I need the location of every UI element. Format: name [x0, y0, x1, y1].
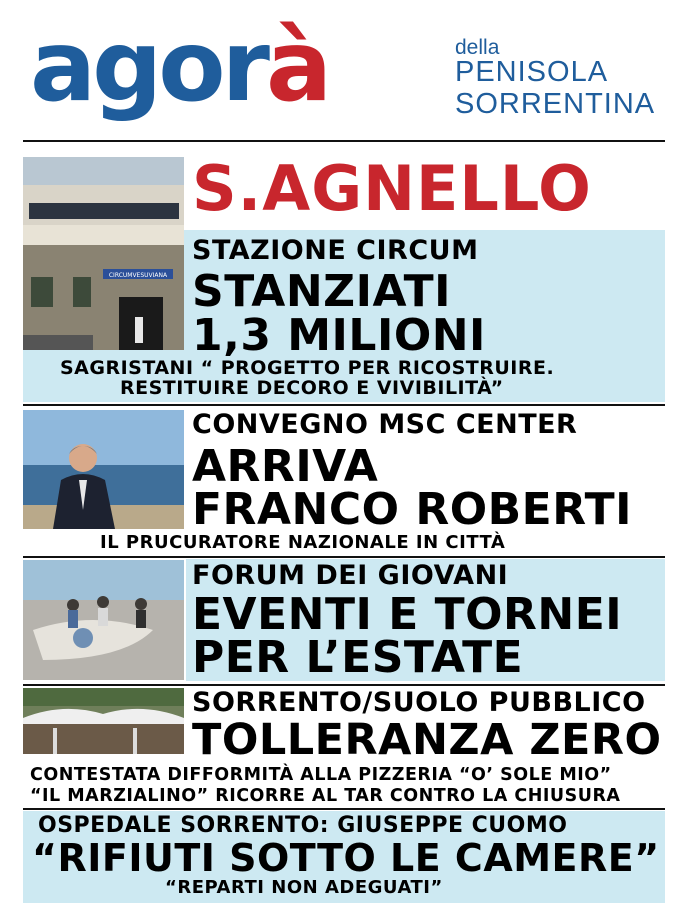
divider — [23, 140, 665, 142]
forum-illustration — [23, 560, 184, 680]
story3-kicker: FORUM DEI GIOVANI — [192, 560, 509, 591]
lead-headline-1: STANZIATI — [192, 266, 451, 317]
divider — [23, 556, 665, 558]
story5-headline: “RIFIUTI SOTTO LE CAMERE” — [32, 836, 660, 880]
story5-sub: “REPARTI NON ADEGUATI” — [165, 877, 443, 898]
station-illustration — [23, 157, 184, 350]
story3-headline-1: EVENTI E TORNEI — [192, 589, 623, 640]
story3-headline-2: PER L’ESTATE — [192, 632, 524, 683]
station-sign: CIRCUMVESUVIANA — [108, 272, 168, 279]
pizzeria-photo — [23, 688, 184, 754]
station-photo — [23, 157, 184, 350]
story2-headline-1: ARRIVA — [192, 441, 379, 492]
logo-main: agor — [30, 10, 266, 124]
divider — [23, 808, 665, 810]
tagline-della: della — [455, 36, 500, 59]
story4-kicker: SORRENTO/SUOLO PUBBLICO — [192, 687, 646, 718]
story2-sub: IL PRUCURATORE NAZIONALE IN CITTÀ — [100, 532, 506, 553]
lead-sub-1: SAGRISTANI “ PROGETTO PER RICOSTRUIRE. — [60, 357, 555, 379]
logo-accent: à — [265, 10, 329, 124]
logo — [30, 10, 329, 124]
tagline-penisola: PENISOLA — [455, 56, 609, 88]
lead-sub-2: RESTITUIRE DECORO E VIVIBILITÀ” — [120, 377, 504, 399]
story4-sub-1: CONTESTATA DIFFORMITÀ ALLA PIZZERIA “O’ SOLE MIO” — [30, 765, 612, 785]
town-name: S.AGNELLO — [192, 152, 592, 225]
forum-photo — [23, 560, 184, 680]
divider — [23, 404, 665, 406]
story4-sub-2: “IL MARZIALINO” RICORRE AL TAR CONTRO LA CHIUSURA — [30, 786, 621, 806]
portrait-illustration — [23, 410, 184, 529]
lead-headline-2: 1,3 MILIONI — [192, 310, 486, 361]
pizzeria-illustration — [23, 688, 184, 754]
tagline-sorrentina: SORRENTINA — [455, 88, 656, 120]
story5-kicker: OSPEDALE SORRENTO: GIUSEPPE CUOMO — [38, 813, 568, 838]
roberti-photo — [23, 410, 184, 529]
story2-headline-2: FRANCO ROBERTI — [192, 484, 632, 535]
divider — [23, 684, 665, 686]
lead-kicker: STAZIONE CIRCUM — [192, 235, 479, 266]
story4-headline: TOLLERANZA ZERO — [192, 715, 662, 765]
story2-kicker: CONVEGNO MSC CENTER — [192, 409, 578, 440]
